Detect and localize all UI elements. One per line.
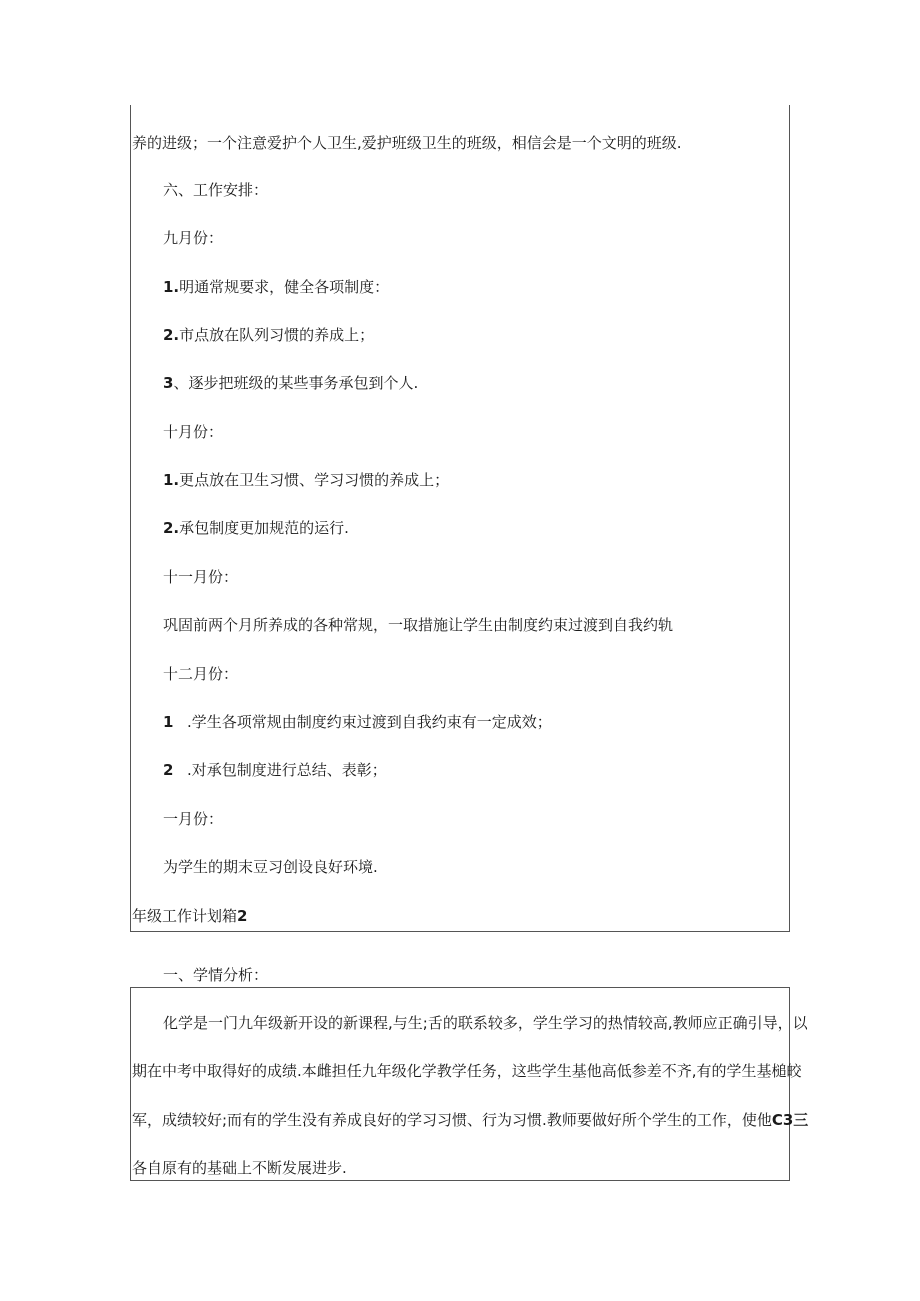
month-october-title: 十月份： [163, 423, 224, 441]
section-title-text: 年级工作计划箱 [132, 907, 238, 925]
month-september-title: 九月份： [163, 229, 224, 247]
item-text: 明通常规要求，健全各项制度： [179, 278, 390, 296]
section-title [132, 906, 247, 926]
analysis-line-2: 期在中考中取得好的成绩.本雌担任九年级化学教学任务，这些学生基他高低参差不齐,有的学生基槌皎 [132, 1062, 802, 1080]
item-text: .学生各项常规由制度约束过渡到自我约束有一定成效； [187, 713, 552, 731]
january-text: 为学生的期末豆习创设良好环境. [163, 858, 378, 876]
item-number: 3 [163, 374, 174, 392]
item-text: 更点放在卫生习惯、学习习惯的养成上； [179, 471, 450, 489]
paragraph-continuation: 养的进级；一个注意爱护个人卫生,爱护班级卫生的班级，相信会是一个文明的班级. [132, 134, 682, 152]
september-item-3 [163, 373, 418, 393]
december-item-2 [163, 760, 387, 780]
analysis-line-1: 化学是一门九年级新开设的新课程,与生;舌的联系较多，学生学习的热情较高,教师应正确引导，以 [163, 1014, 808, 1032]
september-item-2 [163, 325, 374, 345]
item-text: .对承包制度进行总结、表彰； [187, 761, 387, 779]
item-number: 1. [163, 471, 180, 489]
heading-student-analysis: 一、学情分析： [163, 966, 269, 984]
item-number: 2. [163, 326, 180, 344]
month-january-title: 一月份： [163, 810, 224, 828]
item-text: 市点放在队列习惯的养成上； [179, 326, 375, 344]
item-number: 1 [163, 713, 174, 731]
analysis-line-4: 各自原有的基础上不断发展进步. [132, 1159, 347, 1177]
item-text: 、逐步把班级的某些事务承包到个人. [173, 374, 419, 392]
heading-work-arrangement: 六、工作安排： [163, 181, 269, 199]
item-number: 2. [163, 519, 180, 537]
month-december-title: 十二月份： [163, 665, 239, 683]
item-number: 2 [163, 761, 174, 779]
item-text: 承包制度更加规范的运行. [179, 519, 349, 537]
october-item-1 [163, 470, 449, 490]
september-item-1 [163, 277, 389, 297]
month-november-title: 十一月份： [163, 568, 239, 586]
december-item-1 [163, 712, 552, 732]
analysis-line-3-text: 军，成绩较好;而有的学生没有养成良好的学习习惯、行为习惯.教师要做好所个学生的工作，使他 [132, 1111, 772, 1129]
analysis-line-3-tail: C3三 [771, 1111, 809, 1129]
october-item-2 [163, 518, 349, 538]
section-title-number: 2 [237, 907, 248, 925]
item-number: 1. [163, 278, 180, 296]
november-text: 巩固前两个月所养成的各种常规，一取措施让学生由制度约束过渡到自我约轨 [163, 616, 674, 634]
analysis-line-3 [132, 1110, 808, 1130]
